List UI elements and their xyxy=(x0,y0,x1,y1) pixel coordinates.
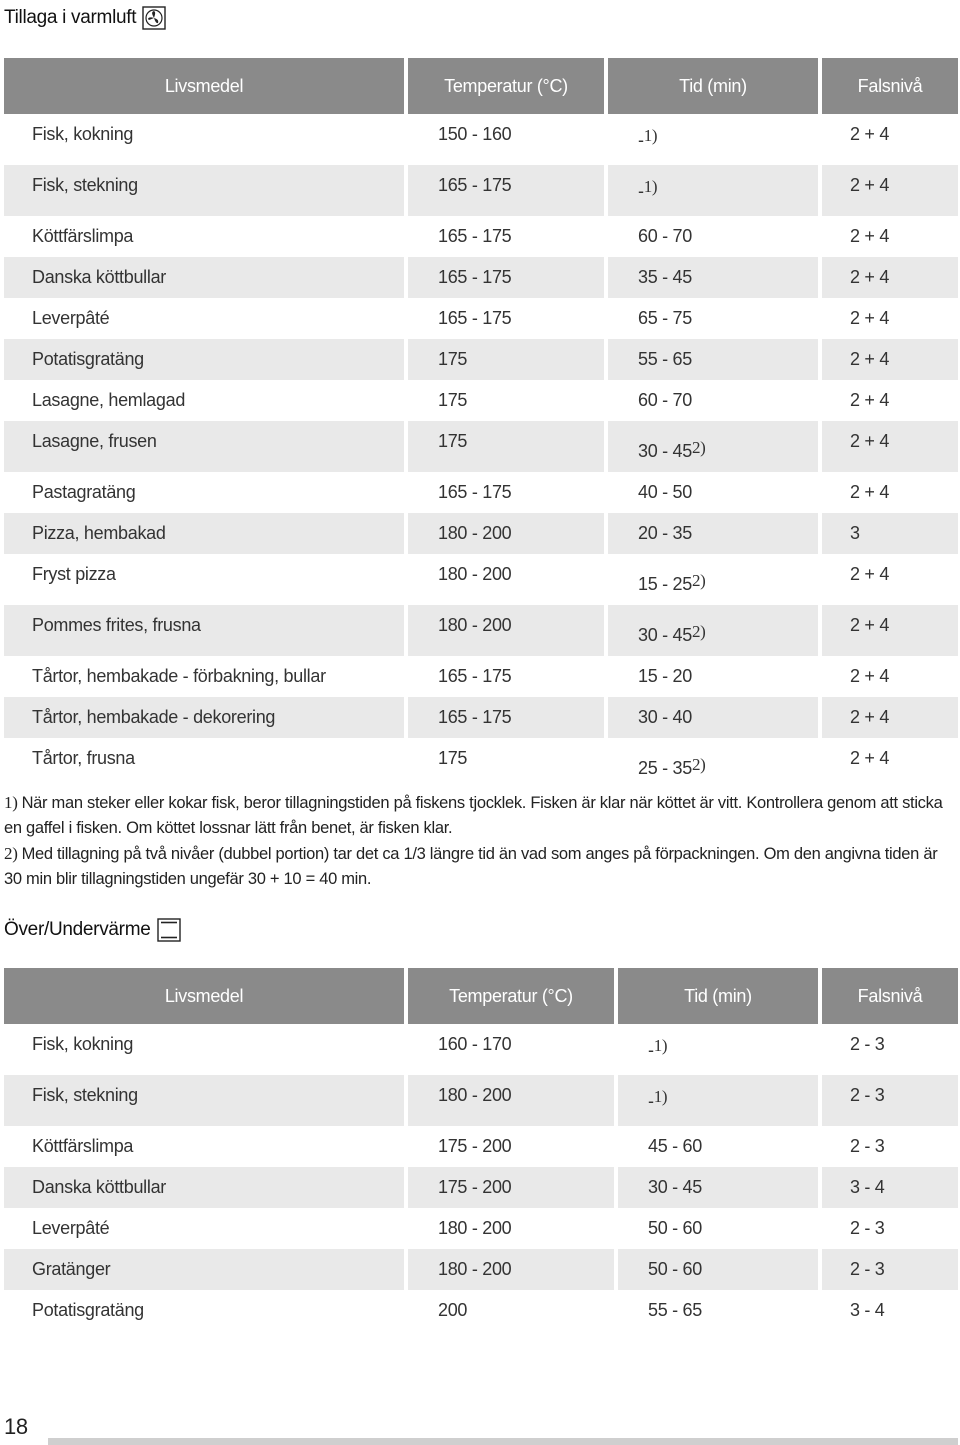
footnotes xyxy=(4,790,954,892)
cell-falsniva xyxy=(822,216,958,257)
table-header-row xyxy=(4,58,958,114)
table-row xyxy=(4,513,958,554)
cell-temperatur xyxy=(408,656,604,697)
cell-livsmedel-text: Pommes frites, frusna xyxy=(32,615,201,635)
cell-falsniva xyxy=(822,1208,958,1249)
cell-tid-text: 40 - 50 xyxy=(638,482,692,502)
cell-falsniva-text: 2 - 3 xyxy=(850,1136,885,1156)
section2-title-text: Över/Undervärme xyxy=(4,919,151,940)
footnote-reference: 1) xyxy=(653,1087,668,1106)
footnote-reference: 1) xyxy=(653,1036,668,1055)
table-row xyxy=(4,656,958,697)
cell-tid xyxy=(618,1024,818,1075)
cell-tid xyxy=(608,165,818,216)
section2-title xyxy=(4,918,181,942)
cell-tid-text: - xyxy=(638,130,644,150)
cell-tid xyxy=(608,339,818,380)
cell-falsniva-text: 2 + 4 xyxy=(850,267,890,287)
cell-falsniva xyxy=(822,1126,958,1167)
cell-temperatur xyxy=(408,1126,614,1167)
header-livsmedel: Livsmedel xyxy=(4,968,404,1024)
cell-livsmedel-text: Potatisgratäng xyxy=(32,1300,144,1320)
table-row xyxy=(4,1126,958,1167)
cell-falsniva xyxy=(822,1167,958,1208)
cell-falsniva xyxy=(822,257,958,298)
cell-temperatur xyxy=(408,1167,614,1208)
cell-tid-text: 25 - 35 xyxy=(638,758,692,778)
cell-tid-text: 50 - 60 xyxy=(648,1259,702,1279)
cell-livsmedel xyxy=(4,1167,404,1208)
cell-temperatur xyxy=(408,1024,614,1075)
cell-tid xyxy=(618,1167,818,1208)
cell-tid-text: 20 - 35 xyxy=(638,523,692,543)
cell-tid-text: - xyxy=(648,1040,654,1060)
cell-livsmedel xyxy=(4,421,404,472)
cell-tid-text: 35 - 45 xyxy=(638,267,692,287)
cell-tid-text: 30 - 40 xyxy=(638,707,692,727)
cell-tid xyxy=(608,554,818,605)
cell-temperatur-text: 175 xyxy=(438,349,468,369)
table-row xyxy=(4,1024,958,1075)
cell-tid xyxy=(608,605,818,656)
cell-falsniva-text: 2 + 4 xyxy=(850,666,890,686)
cell-falsniva-text: 2 + 4 xyxy=(850,564,890,584)
header-falsniva: Falsnivå xyxy=(822,58,958,114)
cell-falsniva xyxy=(822,298,958,339)
cell-livsmedel xyxy=(4,339,404,380)
cell-falsniva-text: 3 - 4 xyxy=(850,1177,885,1197)
table-row xyxy=(4,554,958,605)
cell-temperatur-text: 175 xyxy=(438,431,468,451)
cell-falsniva-text: 2 + 4 xyxy=(850,226,890,246)
cell-tid-text: 45 - 60 xyxy=(648,1136,702,1156)
cell-livsmedel-text: Fisk, stekning xyxy=(32,175,138,195)
cell-temperatur-text: 150 - 160 xyxy=(438,124,512,144)
cell-tid-text: 50 - 60 xyxy=(648,1218,702,1238)
cell-livsmedel-text: Danska köttbullar xyxy=(32,267,166,287)
cell-temperatur xyxy=(408,1290,614,1331)
cell-temperatur-text: 175 - 200 xyxy=(438,1177,512,1197)
cell-falsniva-text: 2 + 4 xyxy=(850,431,890,451)
cell-falsniva xyxy=(822,1075,958,1126)
table-row xyxy=(4,1167,958,1208)
cell-tid xyxy=(608,738,818,789)
cell-falsniva xyxy=(822,339,958,380)
cell-livsmedel xyxy=(4,738,404,789)
cell-falsniva xyxy=(822,421,958,472)
cell-livsmedel-text: Leverpâté xyxy=(32,1218,110,1238)
table-row xyxy=(4,257,958,298)
cell-livsmedel-text: Köttfärslimpa xyxy=(32,1136,134,1156)
header-temperatur: Temperatur (°C) xyxy=(408,58,604,114)
cell-temperatur xyxy=(408,1208,614,1249)
cell-tid xyxy=(618,1126,818,1167)
header-temperatur: Temperatur (°C) xyxy=(408,968,614,1024)
header-livsmedel: Livsmedel xyxy=(4,58,404,114)
cell-temperatur-text: 200 xyxy=(438,1300,468,1320)
table-row xyxy=(4,1208,958,1249)
cell-livsmedel xyxy=(4,298,404,339)
cell-livsmedel xyxy=(4,1126,404,1167)
cell-tid-text: 30 - 45 xyxy=(648,1177,702,1197)
cell-falsniva-text: 2 + 4 xyxy=(850,349,890,369)
cell-temperatur xyxy=(408,298,604,339)
cell-tid xyxy=(608,114,818,165)
cell-temperatur-text: 165 - 175 xyxy=(438,707,512,727)
cell-tid xyxy=(618,1290,818,1331)
cell-temperatur xyxy=(408,1075,614,1126)
cell-livsmedel xyxy=(4,1249,404,1290)
cell-temperatur xyxy=(408,114,604,165)
footnote-mark: 2) xyxy=(4,844,18,863)
table-row xyxy=(4,472,958,513)
page-number: 18 xyxy=(4,1414,28,1439)
cell-temperatur-text: 180 - 200 xyxy=(438,1218,512,1238)
footnote-text: När man steker eller kokar fisk, beror tillagningstiden på fiskens tjocklek. Fisken är klar när köttet är vitt. Kontrollera genom att sticka en gaffel i fisken. Om köttet lossnar lätt från benet, är fisken klar. xyxy=(4,794,943,837)
cell-temperatur xyxy=(408,697,604,738)
footnote-reference: 2) xyxy=(691,622,706,641)
cell-temperatur xyxy=(408,738,604,789)
cell-temperatur xyxy=(408,1249,614,1290)
cell-livsmedel xyxy=(4,1024,404,1075)
cell-tid-text: 15 - 25 xyxy=(638,574,692,594)
cell-livsmedel xyxy=(4,1208,404,1249)
cell-temperatur-text: 165 - 175 xyxy=(438,267,512,287)
cell-livsmedel-text: Köttfärslimpa xyxy=(32,226,134,246)
table-row xyxy=(4,605,958,656)
cell-livsmedel-text: Fisk, stekning xyxy=(32,1085,138,1105)
cell-falsniva xyxy=(822,1249,958,1290)
cell-falsniva xyxy=(822,1290,958,1331)
cell-tid xyxy=(608,513,818,554)
table-row xyxy=(4,114,958,165)
cell-tid-text: 15 - 20 xyxy=(638,666,692,686)
cell-livsmedel-text: Pizza, hembakad xyxy=(32,523,166,543)
cell-livsmedel xyxy=(4,554,404,605)
cell-temperatur-text: 175 xyxy=(438,390,468,410)
cell-falsniva xyxy=(822,114,958,165)
cell-falsniva-text: 2 + 4 xyxy=(850,615,890,635)
cell-falsniva-text: 2 - 3 xyxy=(850,1085,885,1105)
cell-falsniva xyxy=(822,380,958,421)
cell-temperatur xyxy=(408,513,604,554)
cell-temperatur xyxy=(408,165,604,216)
cell-tid xyxy=(608,257,818,298)
cell-temperatur-text: 180 - 200 xyxy=(438,1259,512,1279)
cell-temperatur xyxy=(408,339,604,380)
cell-livsmedel-text: Pastagratäng xyxy=(32,482,136,502)
cell-temperatur xyxy=(408,380,604,421)
cell-falsniva xyxy=(822,656,958,697)
cell-temperatur-text: 165 - 175 xyxy=(438,308,512,328)
cell-temperatur-text: 175 xyxy=(438,748,468,768)
cell-temperatur xyxy=(408,605,604,656)
table-row xyxy=(4,165,958,216)
cell-falsniva-text: 2 + 4 xyxy=(850,390,890,410)
header-tid: Tid (min) xyxy=(618,968,818,1024)
cell-livsmedel xyxy=(4,216,404,257)
cell-temperatur-text: 165 - 175 xyxy=(438,226,512,246)
cell-falsniva-text: 2 + 4 xyxy=(850,748,890,768)
cell-tid-text: 55 - 65 xyxy=(638,349,692,369)
cell-temperatur xyxy=(408,472,604,513)
cell-livsmedel xyxy=(4,605,404,656)
cell-temperatur-text: 165 - 175 xyxy=(438,175,512,195)
footer-bar xyxy=(48,1438,958,1445)
cell-tid xyxy=(618,1249,818,1290)
cell-temperatur xyxy=(408,421,604,472)
cell-livsmedel-text: Potatisgratäng xyxy=(32,349,144,369)
table-row xyxy=(4,380,958,421)
varmluft-table xyxy=(0,58,960,789)
cell-livsmedel-text: Fryst pizza xyxy=(32,564,116,584)
over-undervarme-table xyxy=(0,968,960,1331)
cell-tid xyxy=(608,216,818,257)
cell-livsmedel-text: Leverpâté xyxy=(32,308,110,328)
header-tid: Tid (min) xyxy=(608,58,818,114)
cell-tid-text: - xyxy=(638,181,644,201)
header-falsniva: Falsnivå xyxy=(822,968,958,1024)
table-row xyxy=(4,738,958,789)
footnote-1 xyxy=(4,790,954,841)
cell-falsniva-text: 2 - 3 xyxy=(850,1259,885,1279)
cell-livsmedel-text: Lasagne, frusen xyxy=(32,431,157,451)
cell-livsmedel xyxy=(4,165,404,216)
footnote-reference: 2) xyxy=(691,571,706,590)
cell-falsniva xyxy=(822,513,958,554)
cell-tid xyxy=(608,421,818,472)
footnote-reference: 1) xyxy=(643,126,658,145)
cell-temperatur-text: 180 - 200 xyxy=(438,1085,512,1105)
cell-falsniva xyxy=(822,1024,958,1075)
footnote-mark: 1) xyxy=(4,793,18,812)
footnote-2 xyxy=(4,841,954,892)
cell-tid-text: 55 - 65 xyxy=(648,1300,702,1320)
cell-falsniva-text: 2 + 4 xyxy=(850,707,890,727)
cell-livsmedel xyxy=(4,697,404,738)
table-row xyxy=(4,1249,958,1290)
cell-temperatur xyxy=(408,554,604,605)
cell-tid xyxy=(608,298,818,339)
table-row xyxy=(4,1290,958,1331)
table-row xyxy=(4,216,958,257)
cell-tid-text: - xyxy=(648,1091,654,1111)
cell-livsmedel-text: Tårtor, hembakade - dekorering xyxy=(32,707,276,727)
cell-tid-text: 65 - 75 xyxy=(638,308,692,328)
fan-icon xyxy=(142,6,166,30)
cell-tid xyxy=(608,656,818,697)
footnote-reference: 1) xyxy=(643,177,658,196)
cell-livsmedel-text: Lasagne, hemlagad xyxy=(32,390,186,410)
cell-livsmedel-text: Tårtor, frusna xyxy=(32,748,135,768)
cell-falsniva xyxy=(822,554,958,605)
section1-title-text: Tillaga i varmluft xyxy=(4,7,137,28)
footnote-reference: 2) xyxy=(691,755,706,774)
cell-livsmedel xyxy=(4,257,404,298)
table-row xyxy=(4,298,958,339)
cell-livsmedel xyxy=(4,513,404,554)
cell-temperatur-text: 165 - 175 xyxy=(438,666,512,686)
cell-tid xyxy=(608,697,818,738)
cell-livsmedel-text: Tårtor, hembakade - förbakning, bullar xyxy=(32,666,326,686)
cell-tid xyxy=(608,380,818,421)
cell-temperatur-text: 180 - 200 xyxy=(438,523,512,543)
cell-temperatur-text: 180 - 200 xyxy=(438,564,512,584)
table-row xyxy=(4,1075,958,1126)
cell-livsmedel-text: Fisk, kokning xyxy=(32,124,134,144)
cell-tid xyxy=(608,472,818,513)
cell-tid-text: 30 - 45 xyxy=(638,625,692,645)
cell-falsniva xyxy=(822,697,958,738)
cell-falsniva xyxy=(822,605,958,656)
cell-falsniva-text: 2 - 3 xyxy=(850,1034,885,1054)
table-row xyxy=(4,697,958,738)
cell-falsniva-text: 3 - 4 xyxy=(850,1300,885,1320)
cell-falsniva-text: 2 - 3 xyxy=(850,1218,885,1238)
cell-livsmedel xyxy=(4,380,404,421)
footnote-reference: 2) xyxy=(691,438,706,457)
cell-livsmedel-text: Fisk, kokning xyxy=(32,1034,134,1054)
cell-tid xyxy=(618,1075,818,1126)
cell-falsniva xyxy=(822,472,958,513)
table-row xyxy=(4,339,958,380)
cell-temperatur-text: 165 - 175 xyxy=(438,482,512,502)
cell-tid-text: 60 - 70 xyxy=(638,390,692,410)
table-row xyxy=(4,421,958,472)
cell-livsmedel xyxy=(4,114,404,165)
cell-falsniva-text: 2 + 4 xyxy=(850,308,890,328)
cell-temperatur xyxy=(408,216,604,257)
cell-falsniva xyxy=(822,165,958,216)
cell-falsniva-text: 3 xyxy=(850,523,860,543)
section1-title xyxy=(4,6,166,30)
cell-livsmedel xyxy=(4,1075,404,1126)
cell-temperatur-text: 175 - 200 xyxy=(438,1136,512,1156)
cell-livsmedel xyxy=(4,1290,404,1331)
table-header-row xyxy=(4,968,958,1024)
cell-temperatur-text: 180 - 200 xyxy=(438,615,512,635)
cell-falsniva-text: 2 + 4 xyxy=(850,175,890,195)
cell-livsmedel xyxy=(4,656,404,697)
cell-temperatur-text: 160 - 170 xyxy=(438,1034,512,1054)
cell-livsmedel-text: Danska köttbullar xyxy=(32,1177,166,1197)
cell-falsniva-text: 2 + 4 xyxy=(850,124,890,144)
top-bottom-heat-icon xyxy=(157,918,181,942)
cell-falsniva-text: 2 + 4 xyxy=(850,482,890,502)
cell-livsmedel-text: Gratänger xyxy=(32,1259,111,1279)
cell-tid xyxy=(618,1208,818,1249)
cell-temperatur xyxy=(408,257,604,298)
cell-tid-text: 30 - 45 xyxy=(638,441,692,461)
cell-falsniva xyxy=(822,738,958,789)
cell-tid-text: 60 - 70 xyxy=(638,226,692,246)
cell-livsmedel xyxy=(4,472,404,513)
footnote-text: Med tillagning på två nivåer (dubbel portion) tar det ca 1/3 längre tid än vad som anges på förpackningen. Om den angivna tiden är 30 min blir tillagningstiden ungefär 30 + 10 = 40 min. xyxy=(4,845,938,888)
